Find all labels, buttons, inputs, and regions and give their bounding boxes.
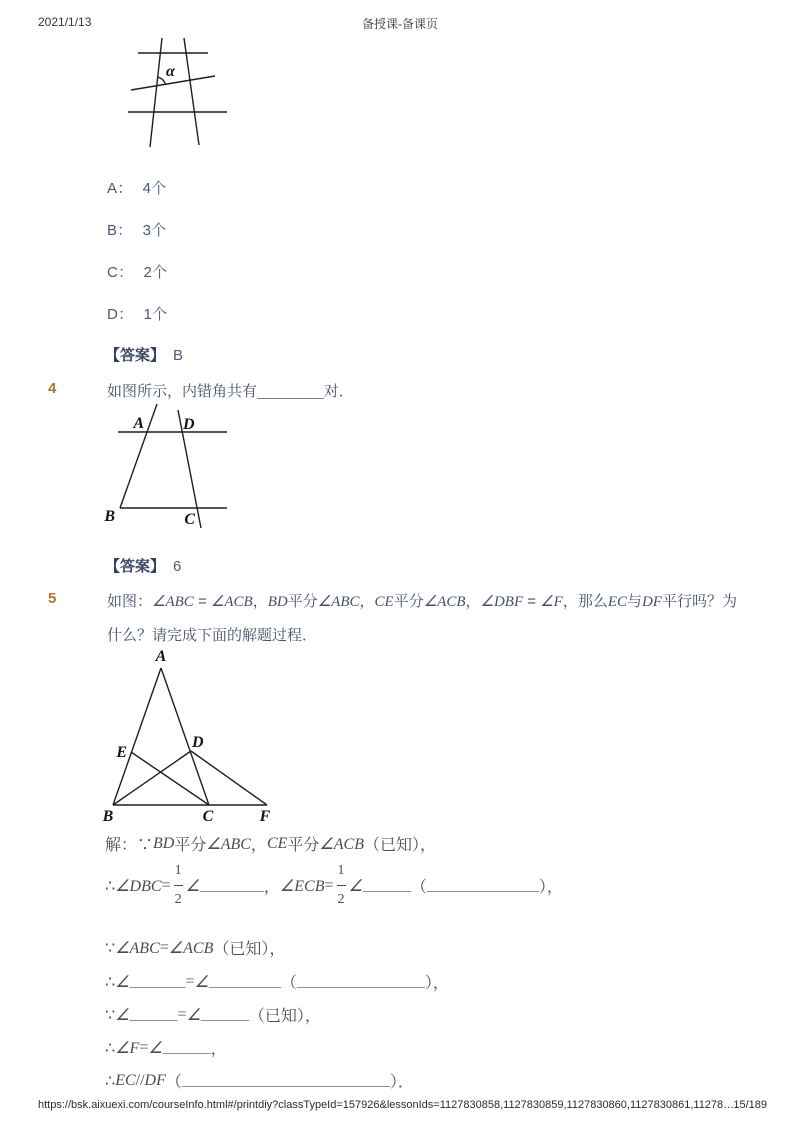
point-c-label: C <box>184 511 195 528</box>
figure-lines <box>128 38 227 147</box>
header-date: 2021/1/13 <box>38 15 92 29</box>
option-c <box>107 261 167 282</box>
option-d-label: D： <box>107 306 134 323</box>
answer-value: 6 <box>173 558 182 575</box>
option-c-value: 2个 <box>143 264 168 281</box>
point-d-label: D <box>183 416 195 433</box>
solution-line-3: ∵ ∠ABC = ∠ACB （已知）， <box>105 938 286 958</box>
alpha-angle-figure <box>110 36 290 154</box>
point-f-label: F <box>259 808 271 825</box>
point-a-label: A <box>133 415 144 432</box>
option-a-value: 4个 <box>142 180 167 197</box>
question4-figure <box>100 400 240 535</box>
option-d-value: 1个 <box>143 306 168 323</box>
answer-value: B <box>173 347 184 364</box>
solution-line-1: 解：∵ BD 平分 ∠ABC ， CE 平分 ∠ACB （已知）， <box>105 834 436 854</box>
option-b-value: 3个 <box>142 222 167 239</box>
footer-url: https://bsk.aixuexi.com/courseInfo.html#/printdiy?classTypeId=157926&lessonIds=1127830858,1127830859,1127830860,1127830861,11278… <box>38 1099 735 1111</box>
answer-label: 【答案】 <box>105 558 166 575</box>
question5-figure <box>95 645 295 827</box>
answer-label: 【答案】 <box>105 347 166 364</box>
angle-arc <box>158 77 166 84</box>
header-title: 备授课-备课页 <box>362 17 438 31</box>
option-a <box>107 177 167 198</box>
question5-text-line1: 如图：∠ABC = ∠ACB，BD平分∠ABC，CE平分∠ACB，∠DBF = ∠F，那么EC与DF平行吗？为 <box>107 593 738 610</box>
answer-row-q4 <box>105 555 181 576</box>
question5-text-line2: 什么？请完成下面的解题过程． <box>107 627 318 644</box>
question4-text: 如图所示，内错角共有________对． <box>107 383 354 400</box>
question4-number: 4 <box>48 380 57 397</box>
option-c-label: C： <box>107 264 134 281</box>
solution-line-5: ∵ ∠ ______ = ∠ ______ （已知）， <box>105 1005 321 1025</box>
solution-line-2: ∴ ∠DBC = $\frac{1}{2}$ ∠ ________ ， ∠ECB = $\frac{1}{2}$ ∠ ______ （ ______________ ）， <box>105 863 563 907</box>
option-b-label: B： <box>107 222 133 239</box>
question5-number: 5 <box>48 590 57 607</box>
option-a-label: A： <box>107 180 133 197</box>
solution-line-6: ∴ ∠F = ∠ ______ ， <box>105 1038 227 1058</box>
answer-row-choice <box>105 344 183 365</box>
solution-line-4: ∴ ∠ _______ = ∠ _________ （ ________________ ）， <box>105 972 449 992</box>
point-b-label: B <box>104 508 115 525</box>
point-a-label: A <box>155 648 167 665</box>
point-e-label: E <box>116 744 127 761</box>
point-c-label: C <box>202 808 214 825</box>
figure-lines <box>113 668 267 805</box>
option-d <box>107 303 167 324</box>
point-b-label: B <box>102 808 114 825</box>
option-b <box>107 219 167 240</box>
solution-line-7: ∴ EC // DF （ __________________________ ）． <box>105 1071 414 1091</box>
alpha-label: α <box>166 63 175 80</box>
footer-page-number: 15/189 <box>733 1099 767 1111</box>
point-d-label: D <box>192 734 204 751</box>
